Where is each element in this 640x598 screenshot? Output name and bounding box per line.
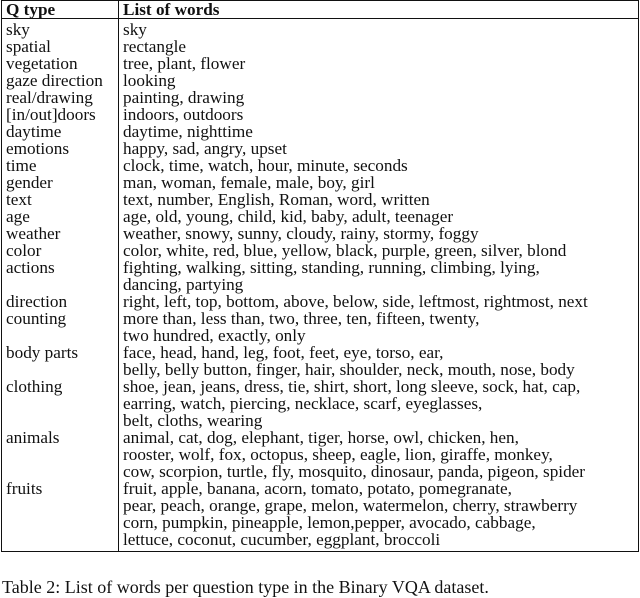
- word-list-cell: [119, 123, 639, 140]
- q-type-cell: clothing: [2, 378, 119, 429]
- word-list-line: cow, scorpion, turtle, fly, mosquito, dinosaur, panda, pigeon, spider: [123, 462, 586, 481]
- word-list-cell: [119, 242, 639, 259]
- table-row: [2, 72, 639, 89]
- q-type-cell: daytime: [2, 123, 119, 140]
- table-caption: Table 2: List of words per question type in the Binary VQA dataset.: [2, 577, 489, 597]
- word-list-cell: [119, 174, 639, 191]
- q-type-cell: fruits: [2, 480, 119, 552]
- word-list-line: earring, watch, piercing, necklace, scarf, eyeglasses,: [123, 394, 483, 413]
- word-list-line: belly, belly button, finger, hair, shoulder, neck, mouth, nose, body: [123, 360, 575, 379]
- q-type-cell: vegetation: [2, 55, 119, 72]
- word-list-line: looking: [123, 71, 176, 90]
- word-list-line: weather, snowy, sunny, cloudy, rainy, stormy, foggy: [123, 224, 479, 243]
- q-type-cell: time: [2, 157, 119, 174]
- table-row: [2, 480, 639, 552]
- word-list-cell: [119, 19, 639, 39]
- word-list-line: daytime, nighttime: [123, 122, 253, 141]
- word-list-cell: [119, 378, 639, 429]
- q-type-cell: actions: [2, 259, 119, 293]
- word-list-line: fighting, walking, sitting, standing, running, climbing, lying,: [123, 258, 540, 277]
- table-row: [2, 225, 639, 242]
- q-type-cell: emotions: [2, 140, 119, 157]
- table-body: [2, 19, 639, 552]
- word-list-cell: [119, 191, 639, 208]
- word-list-cell: [119, 89, 639, 106]
- word-list-line: pear, peach, orange, grape, melon, watermelon, cherry, strawberry: [123, 496, 578, 515]
- word-list-cell: [119, 106, 639, 123]
- word-list-line: color, white, red, blue, yellow, black, purple, green, silver, blond: [123, 241, 567, 260]
- header-row: [2, 1, 639, 19]
- q-type-cell: sky: [2, 19, 119, 39]
- table-row: [2, 310, 639, 344]
- word-list-table: [1, 0, 639, 552]
- table-row: [2, 429, 639, 480]
- word-list-cell: [119, 344, 639, 378]
- word-list-line: right, left, top, bottom, above, below, side, leftmost, rightmost, next: [123, 292, 588, 311]
- table-row: [2, 106, 639, 123]
- word-list-line: rectangle: [123, 37, 186, 56]
- q-type-cell: text: [2, 191, 119, 208]
- word-list-line: belt, cloths, wearing: [123, 411, 263, 430]
- word-list-line: tree, plant, flower: [123, 54, 246, 73]
- table-row: [2, 38, 639, 55]
- word-list-line: indoors, outdoors: [123, 105, 244, 124]
- table-row: [2, 378, 639, 429]
- q-type-cell: spatial: [2, 38, 119, 55]
- word-list-line: dancing, partying: [123, 275, 244, 294]
- word-list-cell: [119, 208, 639, 225]
- header-q-type: Q type: [2, 1, 119, 19]
- word-list-cell: [119, 293, 639, 310]
- word-list-line: face, head, hand, leg, foot, feet, eye, torso, ear,: [123, 343, 444, 362]
- word-list-line: man, woman, female, male, boy, girl: [123, 173, 375, 192]
- q-type-cell: [in/out]doors: [2, 106, 119, 123]
- table-row: [2, 19, 639, 39]
- word-list-cell: [119, 55, 639, 72]
- word-list-cell: [119, 259, 639, 293]
- q-type-cell: age: [2, 208, 119, 225]
- table-row: [2, 89, 639, 106]
- q-type-cell: color: [2, 242, 119, 259]
- word-list-cell: [119, 72, 639, 89]
- table-row: [2, 242, 639, 259]
- word-list-line: lettuce, coconut, cucumber, eggplant, broccoli: [123, 530, 441, 549]
- word-list-cell: [119, 480, 639, 552]
- word-list-line: fruit, apple, banana, acorn, tomato, potato, pomegranate,: [123, 479, 512, 498]
- table-row: [2, 174, 639, 191]
- word-list-line: sky: [123, 20, 147, 39]
- word-list-line: two hundred, exactly, only: [123, 326, 306, 345]
- word-list-line: happy, sad, angry, upset: [123, 139, 287, 158]
- q-type-cell: real/drawing: [2, 89, 119, 106]
- table-row: [2, 55, 639, 72]
- q-type-cell: counting: [2, 310, 119, 344]
- table-row: [2, 123, 639, 140]
- word-list-line: animal, cat, dog, elephant, tiger, horse, owl, chicken, hen,: [123, 428, 519, 447]
- word-list-line: painting, drawing: [123, 88, 245, 107]
- word-list-cell: [119, 429, 639, 480]
- word-list-cell: [119, 225, 639, 242]
- q-type-cell: gaze direction: [2, 72, 119, 89]
- table-row: [2, 344, 639, 378]
- word-list-cell: [119, 310, 639, 344]
- table-row: [2, 259, 639, 293]
- word-list-line: text, number, English, Roman, word, written: [123, 190, 430, 209]
- q-type-cell: weather: [2, 225, 119, 242]
- word-list-line: rooster, wolf, fox, octopus, sheep, eagle, lion, giraffe, monkey,: [123, 445, 553, 464]
- q-type-cell: gender: [2, 174, 119, 191]
- q-type-cell: body parts: [2, 344, 119, 378]
- header-list-of-words: List of words: [119, 1, 639, 19]
- word-list-line: more than, less than, two, three, ten, fifteen, twenty,: [123, 309, 480, 328]
- table-header: [2, 1, 639, 19]
- word-list-line: corn, pumpkin, pineapple, lemon,pepper, avocado, cabbage,: [123, 513, 536, 532]
- q-type-cell: animals: [2, 429, 119, 480]
- word-list-cell: [119, 38, 639, 55]
- table-row: [2, 208, 639, 225]
- word-list-line: shoe, jean, jeans, dress, tie, shirt, short, long sleeve, sock, hat, cap,: [123, 377, 581, 396]
- table-row: [2, 191, 639, 208]
- table-row: [2, 140, 639, 157]
- word-list-line: clock, time, watch, hour, minute, seconds: [123, 156, 408, 175]
- q-type-cell: direction: [2, 293, 119, 310]
- word-list-table-container: [1, 0, 638, 552]
- word-list-line: age, old, young, child, kid, baby, adult, teenager: [123, 207, 454, 226]
- word-list-cell: [119, 157, 639, 174]
- table-row: [2, 293, 639, 310]
- word-list-cell: [119, 140, 639, 157]
- table-row: [2, 157, 639, 174]
